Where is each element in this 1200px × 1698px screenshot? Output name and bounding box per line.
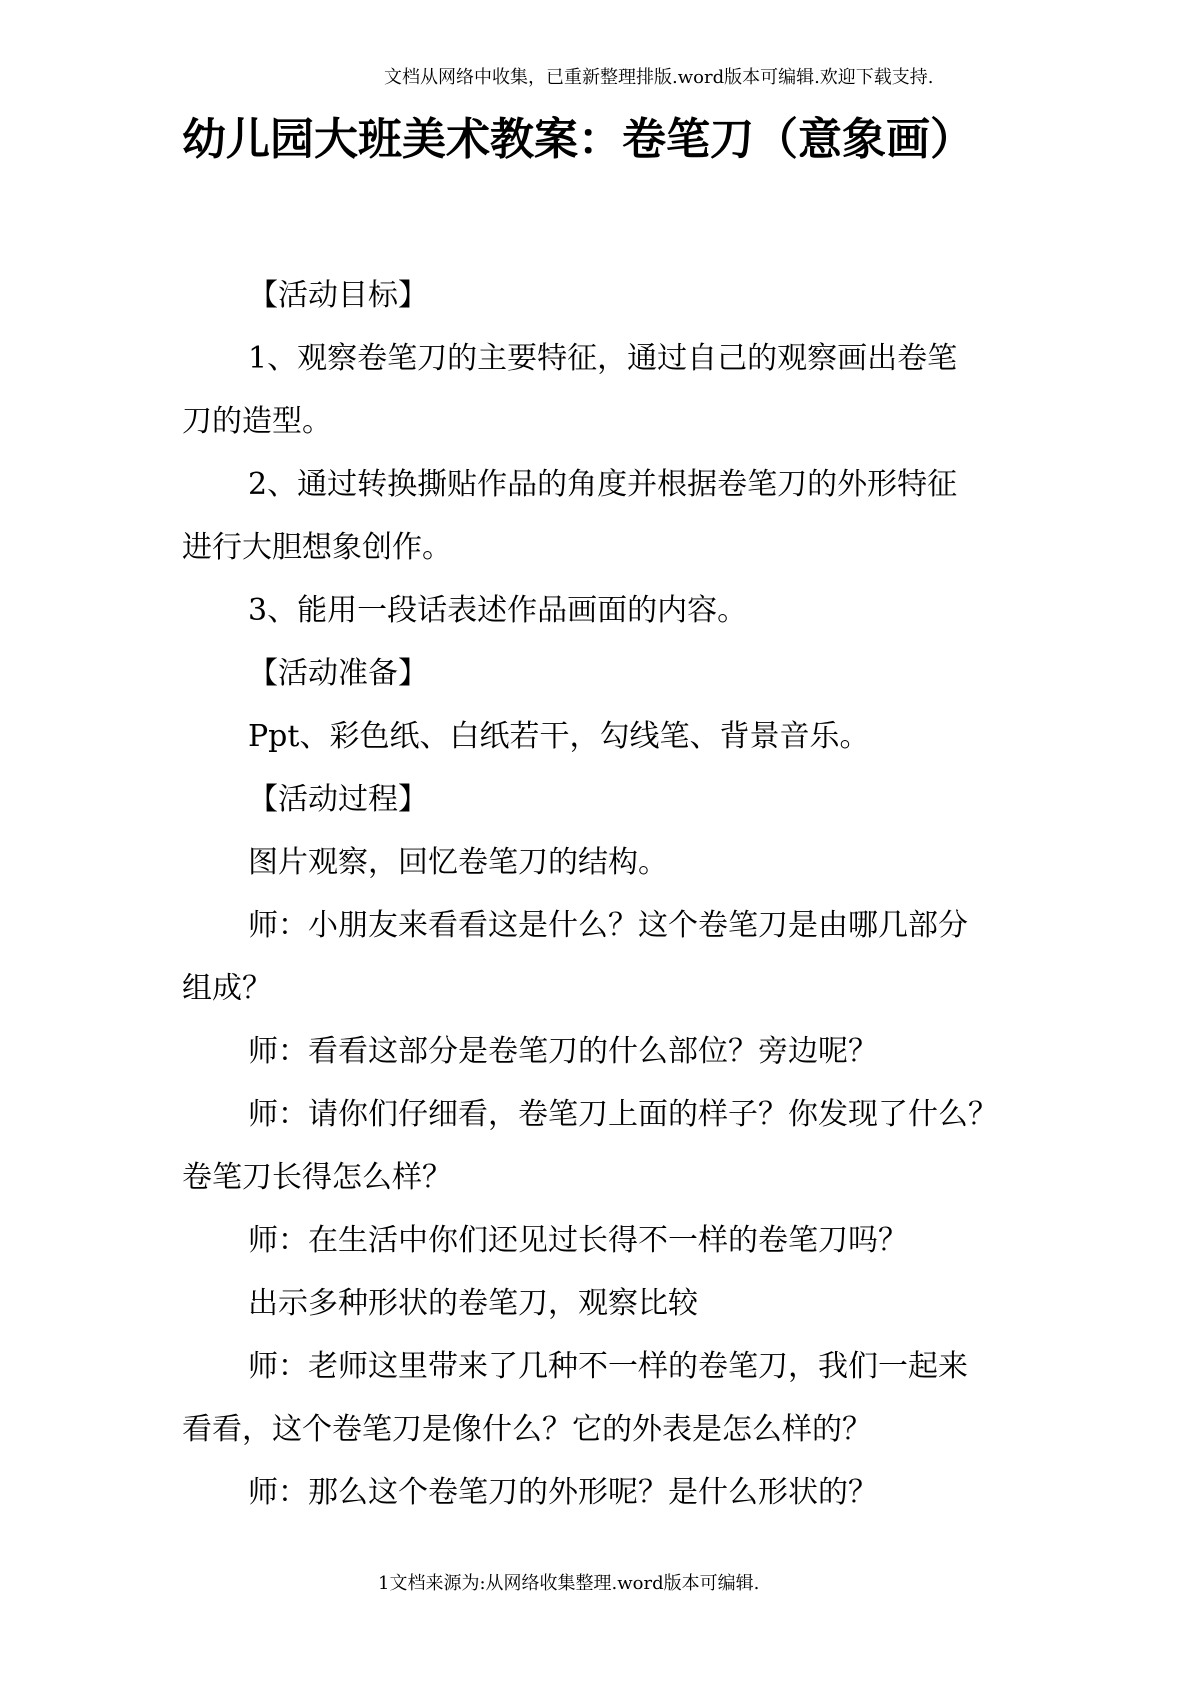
paragraph-teacher-1: 师：小朋友来看看这是什么？这个卷笔刀是由哪几部分 (248, 908, 968, 943)
paragraph-materials: Ppt、彩色纸、白纸若干，勾线笔、背景音乐。 (248, 719, 870, 754)
paragraph-teacher-6: 师：那么这个卷笔刀的外形呢？是什么形状的？ (248, 1475, 878, 1510)
paragraph-process-2: 出示多种形状的卷笔刀，观察比较 (248, 1286, 698, 1321)
paragraph-goal-2: 2、通过转换撕贴作品的角度并根据卷笔刀的外形特征 (248, 467, 958, 502)
paragraph-goal-2-cont: 进行大胆想象创作。 (182, 530, 452, 565)
section-heading-process: 【活动过程】 (248, 782, 428, 817)
document-title: 幼儿园大班美术教案：卷笔刀（意象画） (182, 114, 974, 165)
header-note: 文档从网络中收集，已重新整理排版.word版本可编辑.欢迎下载支持. (384, 67, 934, 88)
paragraph-goal-1: 1、观察卷笔刀的主要特征，通过自己的观察画出卷笔 (248, 341, 958, 376)
paragraph-teacher-2: 师：看看这部分是卷笔刀的什么部位？旁边呢？ (248, 1034, 878, 1069)
section-heading-preparation: 【活动准备】 (248, 656, 428, 691)
paragraph-teacher-3-cont: 卷笔刀长得怎么样？ (182, 1160, 452, 1195)
footer-note: 1文档来源为:从网络收集整理.word版本可编辑. (378, 1573, 760, 1594)
paragraph-goal-1-cont: 刀的造型。 (182, 404, 332, 439)
paragraph-teacher-5: 师：老师这里带来了几种不一样的卷笔刀，我们一起来 (248, 1349, 968, 1384)
paragraph-goal-3: 3、能用一段话表述作品画面的内容。 (248, 593, 748, 628)
paragraph-teacher-5-cont: 看看，这个卷笔刀是像什么？它的外表是怎么样的？ (182, 1412, 872, 1447)
paragraph-teacher-3: 师：请你们仔细看，卷笔刀上面的样子？你发现了什么？ (248, 1097, 998, 1132)
section-heading-goals: 【活动目标】 (248, 278, 428, 313)
document-body (182, 264, 1042, 1524)
paragraph-teacher-4: 师：在生活中你们还见过长得不一样的卷笔刀吗？ (248, 1223, 908, 1258)
paragraph-teacher-1-cont: 组成？ (182, 971, 272, 1006)
paragraph-process-1: 图片观察，回忆卷笔刀的结构。 (248, 845, 668, 880)
